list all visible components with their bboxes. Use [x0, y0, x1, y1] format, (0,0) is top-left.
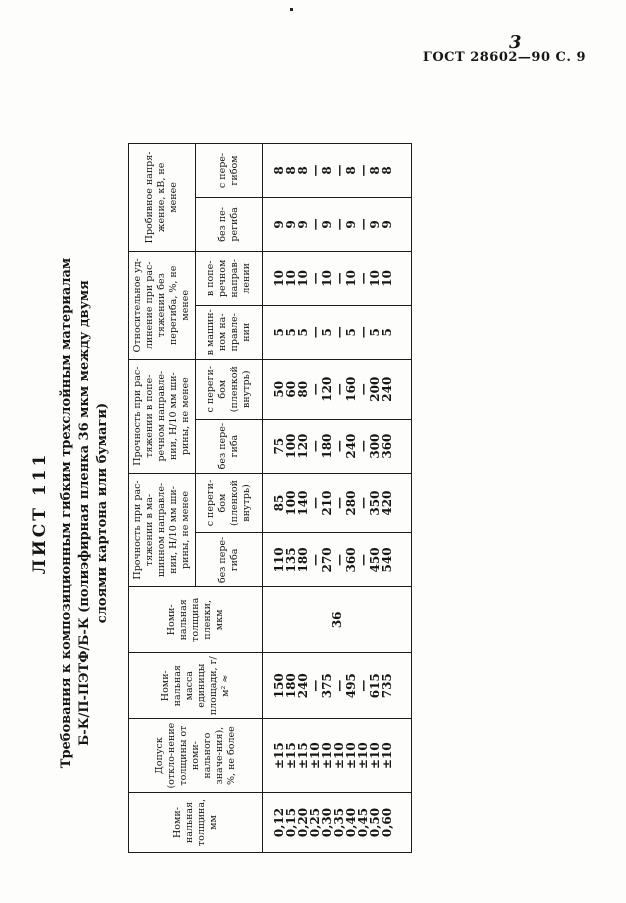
- col-elong-cd-values: [263, 251, 412, 305]
- cell-value: 240: [344, 433, 358, 459]
- rotated-content: [0, 123, 626, 903]
- cell-value: 75: [272, 437, 286, 455]
- cell-value: —: [308, 272, 322, 285]
- cell-value: 0,40: [344, 807, 358, 838]
- cell-value: 735: [380, 673, 394, 699]
- cell-value: 8: [380, 166, 394, 175]
- cell-value: 0,30: [320, 807, 334, 838]
- cell-value: 10: [320, 270, 334, 287]
- cell-value: 0,12: [272, 807, 286, 838]
- cell-value: 350: [368, 490, 382, 516]
- cell-value: 270: [320, 547, 334, 573]
- cell-value: 110: [272, 547, 286, 573]
- col-strength-cd-bend-values: [263, 359, 412, 419]
- cell-value: 160: [344, 376, 358, 402]
- cell-value: 9: [320, 220, 334, 229]
- cell-value: —: [356, 497, 370, 510]
- cell-value: 5: [320, 328, 334, 337]
- speck: [290, 8, 293, 11]
- cell-value: 5: [272, 328, 286, 337]
- cell-value: 5: [344, 328, 358, 337]
- cell-value: 360: [344, 547, 358, 573]
- cell-value: 8: [320, 166, 334, 175]
- cell-value: 200: [368, 376, 382, 402]
- cell-value: 10: [368, 270, 382, 287]
- cell-value: —: [356, 553, 370, 566]
- cell-value: ±15: [284, 742, 298, 769]
- cell-value: 360: [380, 433, 394, 459]
- sheet-title: ЛИСТ 111: [30, 451, 50, 575]
- cell-value: 5: [296, 328, 310, 337]
- cell-value: 10: [380, 270, 394, 287]
- cell-value: ±10: [308, 742, 322, 769]
- cell-value: —: [308, 679, 322, 692]
- cell-value: —: [356, 164, 370, 177]
- cell-value: 5: [380, 328, 394, 337]
- cell-value: —: [308, 164, 322, 177]
- col-strength-md-no-bend-values: [263, 533, 412, 587]
- cell-value: —: [308, 326, 322, 339]
- cell-value: 375: [320, 673, 334, 699]
- cell-value: 10: [284, 270, 298, 287]
- sub-header: в попе-речном направ-лении: [196, 251, 263, 305]
- col-tolerance-values: [263, 719, 412, 793]
- requirements-table: [128, 143, 412, 853]
- col-strength-cd-no-bend-values: [263, 419, 412, 473]
- subtitle-line: Б-К/П-ПЭТФ/Б-К (полиэфирная пленка 36 мкм между двумя: [77, 280, 92, 746]
- cell-value: —: [332, 164, 346, 177]
- cell-value: 180: [296, 547, 310, 573]
- sub-header: без пере-гиба: [196, 419, 263, 473]
- cell-value: 9: [296, 220, 310, 229]
- cell-value: ±10: [356, 742, 370, 769]
- cell-value: 8: [284, 166, 298, 175]
- cell-value: —: [308, 383, 322, 396]
- col-strength-cd-header: Прочность при рас-тяжении в попе-речном направле-нии, Н/10 мм ши-рины, не менее: [129, 359, 196, 473]
- cell-value: ±10: [368, 742, 382, 769]
- cell-value: —: [308, 440, 322, 453]
- cell-value: 8: [272, 166, 286, 175]
- col-elong-md-values: [263, 305, 412, 359]
- sheet-subtitle: [58, 123, 112, 903]
- cell-value: —: [308, 553, 322, 566]
- col-mass-values: [263, 653, 412, 719]
- col-film-header: Номи-нальная толщина пленки, мкм: [129, 587, 263, 653]
- cell-value: 0,15: [284, 807, 298, 838]
- cell-value: 135: [284, 547, 298, 573]
- cell-value: 300: [368, 433, 382, 459]
- cell-value: 100: [284, 490, 298, 516]
- cell-value: 9: [272, 220, 286, 229]
- col-voltage-header: Пробивное напря-жение, кВ, не менее: [129, 144, 196, 252]
- cell-value: 9: [368, 220, 382, 229]
- cell-value: 10: [296, 270, 310, 287]
- cell-value: 240: [380, 376, 394, 402]
- cell-value: —: [308, 497, 322, 510]
- cell-value: 180: [320, 433, 334, 459]
- cell-value: 50: [272, 380, 286, 398]
- col-volt-no-bend-values: [263, 197, 412, 251]
- cell-value: —: [356, 679, 370, 692]
- cell-value: 60: [284, 380, 298, 398]
- cell-value: 450: [368, 547, 382, 573]
- cell-value: 540: [380, 547, 394, 573]
- cell-value: —: [332, 679, 346, 692]
- cell-value: —: [356, 272, 370, 285]
- cell-value: —: [356, 440, 370, 453]
- col-thickness-values: [263, 793, 412, 853]
- cell-value: —: [308, 218, 322, 231]
- cell-value: 210: [320, 490, 334, 516]
- cell-value: —: [332, 272, 346, 285]
- cell-value: 0,50: [368, 807, 382, 838]
- cell-value: 85: [272, 494, 286, 512]
- sub-header: с пере-гибом: [196, 144, 263, 198]
- cell-value: 140: [296, 490, 310, 516]
- cell-value: 8: [296, 166, 310, 175]
- cell-value: —: [356, 383, 370, 396]
- cell-value: —: [332, 497, 346, 510]
- cell-value: 495: [344, 673, 358, 699]
- page-stamp: 3: [509, 32, 522, 53]
- col-elongation-header: Относительное уд-линение при рас-тяжении без перегиба, %, не менее: [129, 251, 196, 359]
- cell-value: 8: [344, 166, 358, 175]
- film-thickness-value: 36: [330, 611, 344, 629]
- cell-value: —: [332, 440, 346, 453]
- cell-value: —: [332, 553, 346, 566]
- cell-value: ±15: [296, 742, 310, 769]
- cell-value: ±15: [272, 742, 286, 769]
- cell-value: 5: [284, 328, 298, 337]
- cell-value: —: [332, 383, 346, 396]
- col-strength-md-header: Прочность при рас-тяжении в ма-шинном направле-нии, Н/10 мм ши-рины, не менее: [129, 473, 196, 587]
- cell-value: 9: [344, 220, 358, 229]
- cell-value: 80: [296, 380, 310, 398]
- sub-header: без пере-гиба: [196, 533, 263, 587]
- cell-value: 9: [380, 220, 394, 229]
- cell-value: 10: [344, 270, 358, 287]
- cell-value: ±10: [332, 742, 346, 769]
- col-film-value: [263, 587, 412, 653]
- cell-value: 420: [380, 490, 394, 516]
- cell-value: 0,60: [380, 807, 394, 838]
- col-volt-bend-values: [263, 144, 412, 198]
- cell-value: 180: [284, 673, 298, 699]
- col-strength-md-bend-values: [263, 473, 412, 533]
- cell-value: 615: [368, 673, 382, 699]
- cell-value: 150: [272, 673, 286, 699]
- page-header: ГОСТ 28602—90 С. 9: [422, 50, 586, 65]
- sub-header: в машин-ном на-правле-нии: [196, 305, 263, 359]
- cell-value: 0,25: [308, 807, 322, 838]
- cell-value: —: [356, 326, 370, 339]
- cell-value: 0,35: [332, 807, 346, 838]
- cell-value: 10: [272, 270, 286, 287]
- cell-value: 280: [344, 490, 358, 516]
- cell-value: 120: [296, 433, 310, 459]
- cell-value: —: [356, 218, 370, 231]
- cell-value: —: [332, 218, 346, 231]
- cell-value: 0,20: [296, 807, 310, 838]
- sub-header: без пе-региба: [196, 197, 263, 251]
- sub-header: с переги-бом (пленкой внутрь): [196, 359, 263, 419]
- cell-value: 0,45: [356, 807, 370, 838]
- cell-value: 100: [284, 433, 298, 459]
- col-tolerance-header: Допуск (откло-нение толщины от номи-нального значе-ния), %, не более: [129, 719, 263, 793]
- cell-value: ±10: [320, 742, 334, 769]
- cell-value: 240: [296, 673, 310, 699]
- col-mass-header: Номи-нальная масса единицы площади, г/м² ≈: [129, 653, 263, 719]
- subtitle-line: Требования к композиционным гибким трехслойным материалам: [59, 257, 74, 769]
- cell-value: 120: [320, 376, 334, 402]
- cell-value: 5: [368, 328, 382, 337]
- col-thickness-header: Номи-нальная толщина, мм: [129, 793, 263, 853]
- cell-value: 8: [368, 166, 382, 175]
- cell-value: ±10: [344, 742, 358, 769]
- cell-value: 9: [284, 220, 298, 229]
- sub-header: с переги-бом (пленкой внутрь): [196, 473, 263, 533]
- cell-value: —: [332, 326, 346, 339]
- cell-value: ±10: [380, 742, 394, 769]
- subtitle-line: слоями картона или бумаги): [95, 402, 110, 624]
